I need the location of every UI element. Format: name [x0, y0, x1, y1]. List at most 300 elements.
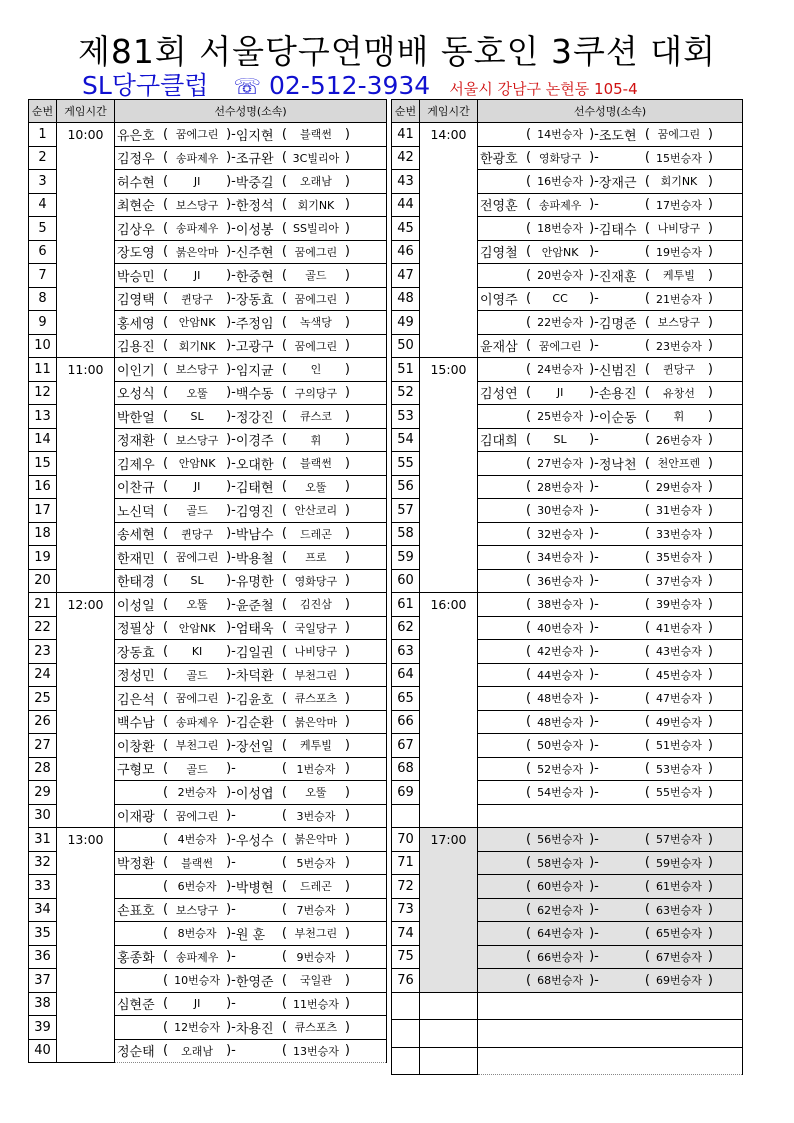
paren-open: ( [526, 220, 532, 236]
player1-club: 보스당구 [175, 363, 219, 377]
player1-club: 20번승자 [537, 269, 584, 283]
paren-open: ( [644, 150, 650, 166]
paren-open: ( [163, 643, 169, 659]
player2-name: 우성수 [235, 833, 274, 849]
player2-club: 휘 [673, 410, 685, 424]
club-name: SL당구클럽 [82, 71, 209, 100]
match-pairing [478, 194, 742, 216]
paren-close: ) [707, 667, 713, 683]
paren-open: ( [163, 244, 169, 260]
match-number: 21 [29, 593, 57, 617]
match-number: 73 [392, 898, 420, 922]
player1-club: 안암NK [178, 621, 216, 635]
player1-name: 정성민 [117, 669, 155, 685]
paren-open: ( [281, 408, 287, 424]
player2-club: 19번승자 [655, 245, 702, 259]
versus-separator: )- [226, 714, 236, 730]
paren-close: ) [707, 502, 713, 518]
match-number: 74 [392, 922, 420, 946]
paren-open: ( [526, 338, 532, 354]
versus-separator: )- [589, 314, 599, 330]
match-number: 65 [392, 687, 420, 711]
match-pairing [115, 170, 386, 192]
paren-open: ( [644, 949, 650, 965]
paren-open: ( [644, 173, 650, 189]
match-pairing [478, 452, 742, 474]
paren-open: ( [644, 902, 650, 918]
match-number [392, 992, 420, 1020]
player1-club: 6번승자 [177, 880, 217, 894]
match-pairing [478, 875, 742, 897]
player2-club: 17번승자 [655, 198, 702, 212]
table-row [392, 828, 743, 852]
player2-name: 김순환 [235, 716, 274, 732]
match-pairing [115, 805, 386, 827]
match-number: 34 [29, 898, 57, 922]
match-pairing [115, 922, 386, 944]
paren-open: ( [526, 526, 532, 542]
paren-open: ( [526, 173, 532, 189]
paren-close: ) [344, 549, 350, 565]
player1-club: 10번승자 [174, 974, 221, 988]
player2-club: 11번승자 [292, 997, 339, 1011]
paren-close: ) [344, 784, 350, 800]
player1-name: 홍세영 [117, 316, 155, 332]
player1-club: 30번승자 [537, 504, 584, 518]
versus-separator: )- [226, 949, 236, 965]
player1-club: 42번승자 [537, 645, 584, 659]
match-pairing [478, 382, 742, 404]
player2-club: 보스당구 [657, 316, 701, 330]
match-number: 44 [392, 193, 420, 217]
player1-club: SL [190, 574, 204, 588]
match-number [392, 1047, 420, 1075]
paren-open: ( [526, 878, 532, 894]
match-pairing [115, 617, 386, 639]
player2-name: 이성엽 [235, 786, 274, 802]
versus-separator: )- [589, 761, 599, 777]
players-cell [115, 663, 387, 687]
match-number: 62 [392, 616, 420, 640]
player1-club: 22번승자 [537, 316, 584, 330]
paren-close: ) [707, 714, 713, 730]
player2-name: 한정석 [235, 199, 274, 215]
match-pairing [115, 993, 386, 1015]
player2-name: 윤준철 [235, 598, 274, 614]
player2-club: 13번승자 [292, 1044, 339, 1058]
players-cell [115, 311, 387, 335]
player1-club: 회기NK [178, 339, 216, 353]
players-cell [478, 123, 743, 147]
paren-open: ( [526, 150, 532, 166]
players-cell [115, 452, 387, 476]
player1-club: 48번승자 [537, 692, 584, 706]
match-pairing [478, 405, 742, 427]
players-cell [478, 851, 743, 875]
paren-close: ) [344, 996, 350, 1012]
players-cell [115, 992, 387, 1016]
game-time [420, 1047, 478, 1075]
paren-open: ( [163, 761, 169, 777]
match-number: 31 [29, 828, 57, 852]
match-pairing [115, 570, 386, 592]
player1-club: 66번승자 [537, 950, 584, 964]
players-cell [478, 616, 743, 640]
player2-name: 박병현 [235, 880, 274, 896]
player2-club: 케투빌 [299, 739, 332, 753]
match-number: 7 [29, 264, 57, 288]
col-players-header: 선수성명(소속) [115, 100, 387, 123]
paren-open: ( [526, 361, 532, 377]
player1-club: 68번승자 [537, 974, 584, 988]
paren-open: ( [281, 714, 287, 730]
player1-club: 꿈에그린 [175, 551, 219, 565]
paren-open: ( [163, 784, 169, 800]
match-number: 69 [392, 781, 420, 805]
player2-name: 김명준 [598, 316, 637, 332]
player2-club: 영화당구 [294, 574, 338, 588]
versus-separator: )- [589, 737, 599, 753]
match-number: 64 [392, 663, 420, 687]
versus-separator: )- [226, 220, 236, 236]
match-number: 27 [29, 734, 57, 758]
match-pairing [478, 899, 742, 921]
match-number: 60 [392, 569, 420, 593]
match-number: 37 [29, 969, 57, 993]
versus-separator: )- [226, 408, 236, 424]
paren-close: ) [344, 667, 350, 683]
paren-close: ) [344, 314, 350, 330]
player1-name: 정재환 [117, 434, 155, 450]
paren-open: ( [163, 455, 169, 471]
paren-close: ) [344, 902, 350, 918]
versus-separator: )- [589, 361, 599, 377]
versus-separator: )- [589, 596, 599, 612]
player1-club: 오래남 [181, 1044, 214, 1058]
paren-open: ( [526, 737, 532, 753]
player2-name: 장선일 [235, 739, 274, 755]
paren-open: ( [281, 1019, 287, 1035]
player1-name: 심현준 [117, 998, 155, 1014]
players-cell [115, 334, 387, 358]
player1-club: 16번승자 [537, 175, 584, 189]
player2-club: 골드 [305, 269, 327, 283]
paren-open: ( [163, 1019, 169, 1035]
player1-club: 52번승자 [537, 762, 584, 776]
versus-separator: )- [226, 761, 236, 777]
match-number: 68 [392, 757, 420, 781]
match-pairing [115, 687, 386, 709]
players-cell [478, 640, 743, 664]
paren-open: ( [163, 479, 169, 495]
table-row [392, 1047, 743, 1075]
paren-open: ( [163, 197, 169, 213]
paren-open: ( [526, 925, 532, 941]
player2-club: 큐스코 [299, 410, 332, 424]
players-cell [115, 687, 387, 711]
player1-club: 블랙썬 [181, 856, 214, 870]
player2-club: 1번승자 [296, 762, 336, 776]
players-cell [478, 358, 743, 382]
match-number: 35 [29, 922, 57, 946]
paren-open: ( [281, 831, 287, 847]
paren-close: ) [344, 714, 350, 730]
player1-name: 한태경 [117, 575, 155, 591]
player2-club: 59번승자 [655, 856, 702, 870]
paren-open: ( [281, 573, 287, 589]
game-time: 16:00 [420, 593, 478, 828]
player2-club: 3C빌리아 [292, 151, 340, 165]
match-pairing [478, 617, 742, 639]
player1-club: 58번승자 [537, 856, 584, 870]
match-number: 66 [392, 710, 420, 734]
player1-club: 27번승자 [537, 457, 584, 471]
versus-separator: )- [226, 996, 236, 1012]
match-number: 16 [29, 475, 57, 499]
player1-club: 2번승자 [177, 786, 217, 800]
paren-close: ) [707, 761, 713, 777]
players-cell [115, 381, 387, 405]
paren-open: ( [281, 737, 287, 753]
paren-close: ) [344, 385, 350, 401]
player2-name: 임지현 [235, 128, 274, 144]
col-time-header: 게임시간 [57, 100, 115, 123]
paren-close: ) [344, 455, 350, 471]
player2-club: 드레곤 [299, 880, 332, 894]
versus-separator: )- [589, 173, 599, 189]
player1-name: 최현순 [117, 199, 155, 215]
match-pairing [115, 452, 386, 474]
players-cell [478, 499, 743, 523]
paren-open: ( [163, 338, 169, 354]
versus-separator: )- [589, 432, 599, 448]
players-cell [115, 522, 387, 546]
player1-club: 보스당구 [175, 903, 219, 917]
player1-name: 한재민 [117, 551, 155, 567]
paren-open: ( [281, 220, 287, 236]
table-header-row [392, 100, 743, 123]
versus-separator: )- [589, 690, 599, 706]
player1-name: 홍종화 [117, 951, 155, 967]
match-number: 6 [29, 240, 57, 264]
players-cell [115, 170, 387, 194]
player1-club: 12번승자 [174, 1021, 221, 1035]
paren-close: ) [707, 220, 713, 236]
paren-open: ( [163, 831, 169, 847]
col-no-header: 순번 [29, 100, 57, 123]
match-number: 9 [29, 311, 57, 335]
paren-open: ( [281, 314, 287, 330]
match-number: 70 [392, 828, 420, 852]
player1-club: 4번승자 [177, 833, 217, 847]
players-cell [115, 240, 387, 264]
match-pairing [115, 499, 386, 521]
player2-club: 꿈에그린 [294, 245, 338, 259]
game-time: 14:00 [420, 123, 478, 358]
paren-open: ( [281, 949, 287, 965]
versus-separator: )- [589, 573, 599, 589]
players-cell [478, 240, 743, 264]
match-pairing [115, 899, 386, 921]
paren-close: ) [344, 291, 350, 307]
player2-name: 김태현 [235, 481, 274, 497]
versus-separator: )- [589, 150, 599, 166]
schedule-table-right [391, 99, 743, 1075]
paren-open: ( [281, 455, 287, 471]
player1-club: 60번승자 [537, 880, 584, 894]
paren-close: ) [707, 596, 713, 612]
versus-separator: )- [226, 1043, 236, 1059]
paren-open: ( [644, 338, 650, 354]
table-row [29, 593, 387, 617]
versus-separator: )- [226, 549, 236, 565]
paren-open: ( [644, 831, 650, 847]
player1-club: 54번승자 [537, 786, 584, 800]
players-cell [478, 193, 743, 217]
match-number: 47 [392, 264, 420, 288]
match-pairing [478, 264, 742, 286]
match-pairing [115, 288, 386, 310]
match-pairing [115, 241, 386, 263]
match-pairing [115, 217, 386, 239]
players-cell [478, 781, 743, 805]
paren-open: ( [644, 784, 650, 800]
match-number: 28 [29, 757, 57, 781]
page-title: 제81회 서울당구연맹배 동호인 3쿠션 대회 [78, 32, 716, 71]
versus-separator: )- [226, 643, 236, 659]
subheader [82, 66, 638, 102]
paren-open: ( [163, 385, 169, 401]
paren-open: ( [644, 479, 650, 495]
players-cell [478, 381, 743, 405]
player2-name: 장동효 [235, 293, 274, 309]
players-cell [115, 146, 387, 170]
match-number: 51 [392, 358, 420, 382]
paren-close: ) [707, 432, 713, 448]
player2-club: 15번승자 [655, 151, 702, 165]
match-pairing [115, 123, 386, 145]
player1-club: 보스당구 [175, 198, 219, 212]
paren-close: ) [707, 643, 713, 659]
paren-open: ( [644, 596, 650, 612]
player1-name: 유은호 [117, 128, 155, 144]
players-cell [478, 264, 743, 288]
player1-club: SL [190, 409, 204, 423]
player1-club: 25번승자 [537, 410, 584, 424]
players-cell [115, 757, 387, 781]
versus-separator: )- [226, 150, 236, 166]
versus-separator: )- [589, 549, 599, 565]
player2-name: 이성봉 [235, 222, 274, 238]
versus-separator: )- [589, 925, 599, 941]
paren-close: ) [707, 855, 713, 871]
player1-name: 손표호 [117, 904, 155, 920]
player1-name: 이재광 [117, 810, 155, 826]
paren-close: ) [707, 620, 713, 636]
match-pairing [478, 946, 742, 968]
match-number: 17 [29, 499, 57, 523]
paren-open: ( [281, 808, 287, 824]
match-number: 38 [29, 992, 57, 1016]
paren-open: ( [163, 737, 169, 753]
match-number: 14 [29, 428, 57, 452]
player2-club: 33번승자 [655, 527, 702, 541]
paren-close: ) [344, 596, 350, 612]
paren-open: ( [526, 432, 532, 448]
players-cell [478, 969, 743, 993]
versus-separator: )- [226, 690, 236, 706]
versus-separator: )- [226, 314, 236, 330]
players-cell [478, 405, 743, 429]
paren-open: ( [644, 878, 650, 894]
player2-name: 이경주 [235, 434, 274, 450]
paren-open: ( [526, 197, 532, 213]
player2-name: 손용진 [598, 387, 637, 403]
paren-open: ( [281, 972, 287, 988]
match-pairing [115, 593, 386, 615]
match-number [392, 1020, 420, 1048]
versus-separator: )- [226, 784, 236, 800]
paren-close: ) [707, 902, 713, 918]
player2-club: 53번승자 [655, 762, 702, 776]
player2-club: 31번승자 [655, 504, 702, 518]
match-pairing [478, 476, 742, 498]
versus-separator: )- [589, 784, 599, 800]
players-cell [478, 569, 743, 593]
paren-open: ( [644, 408, 650, 424]
paren-open: ( [526, 267, 532, 283]
player2-club: 오뚤 [305, 480, 327, 494]
match-pairing [478, 640, 742, 662]
paren-open: ( [526, 784, 532, 800]
match-pairing [478, 311, 742, 333]
paren-open: ( [281, 690, 287, 706]
player1-name: 김영철 [480, 246, 518, 262]
match-pairing [115, 640, 386, 662]
players-cell [478, 875, 743, 899]
paren-open: ( [163, 573, 169, 589]
paren-close: ) [344, 197, 350, 213]
players-cell [478, 992, 743, 1020]
player2-name: 김일권 [235, 645, 274, 661]
versus-separator: )- [226, 385, 236, 401]
paren-close: ) [344, 126, 350, 142]
players-cell [478, 1047, 743, 1075]
paren-open: ( [526, 690, 532, 706]
players-cell [115, 875, 387, 899]
versus-separator: )- [226, 596, 236, 612]
player2-name: 조규완 [235, 152, 274, 168]
versus-separator: )- [589, 714, 599, 730]
player1-club: 꿈에그린 [175, 128, 219, 142]
match-number: 72 [392, 875, 420, 899]
player2-club: 26번승자 [655, 433, 702, 447]
match-number: 46 [392, 240, 420, 264]
match-pairing [478, 123, 742, 145]
versus-separator: )- [226, 197, 236, 213]
schedule-table-left [28, 99, 387, 1063]
player1-club: 퀸당구 [181, 527, 214, 541]
player2-club: 안산코리 [294, 504, 338, 518]
match-pairing [478, 358, 742, 380]
paren-open: ( [281, 338, 287, 354]
paren-open: ( [526, 972, 532, 988]
paren-open: ( [644, 549, 650, 565]
paren-close: ) [344, 573, 350, 589]
player1-name: 김제우 [117, 457, 155, 473]
players-cell [115, 405, 387, 429]
player2-name: 신주현 [235, 246, 274, 262]
